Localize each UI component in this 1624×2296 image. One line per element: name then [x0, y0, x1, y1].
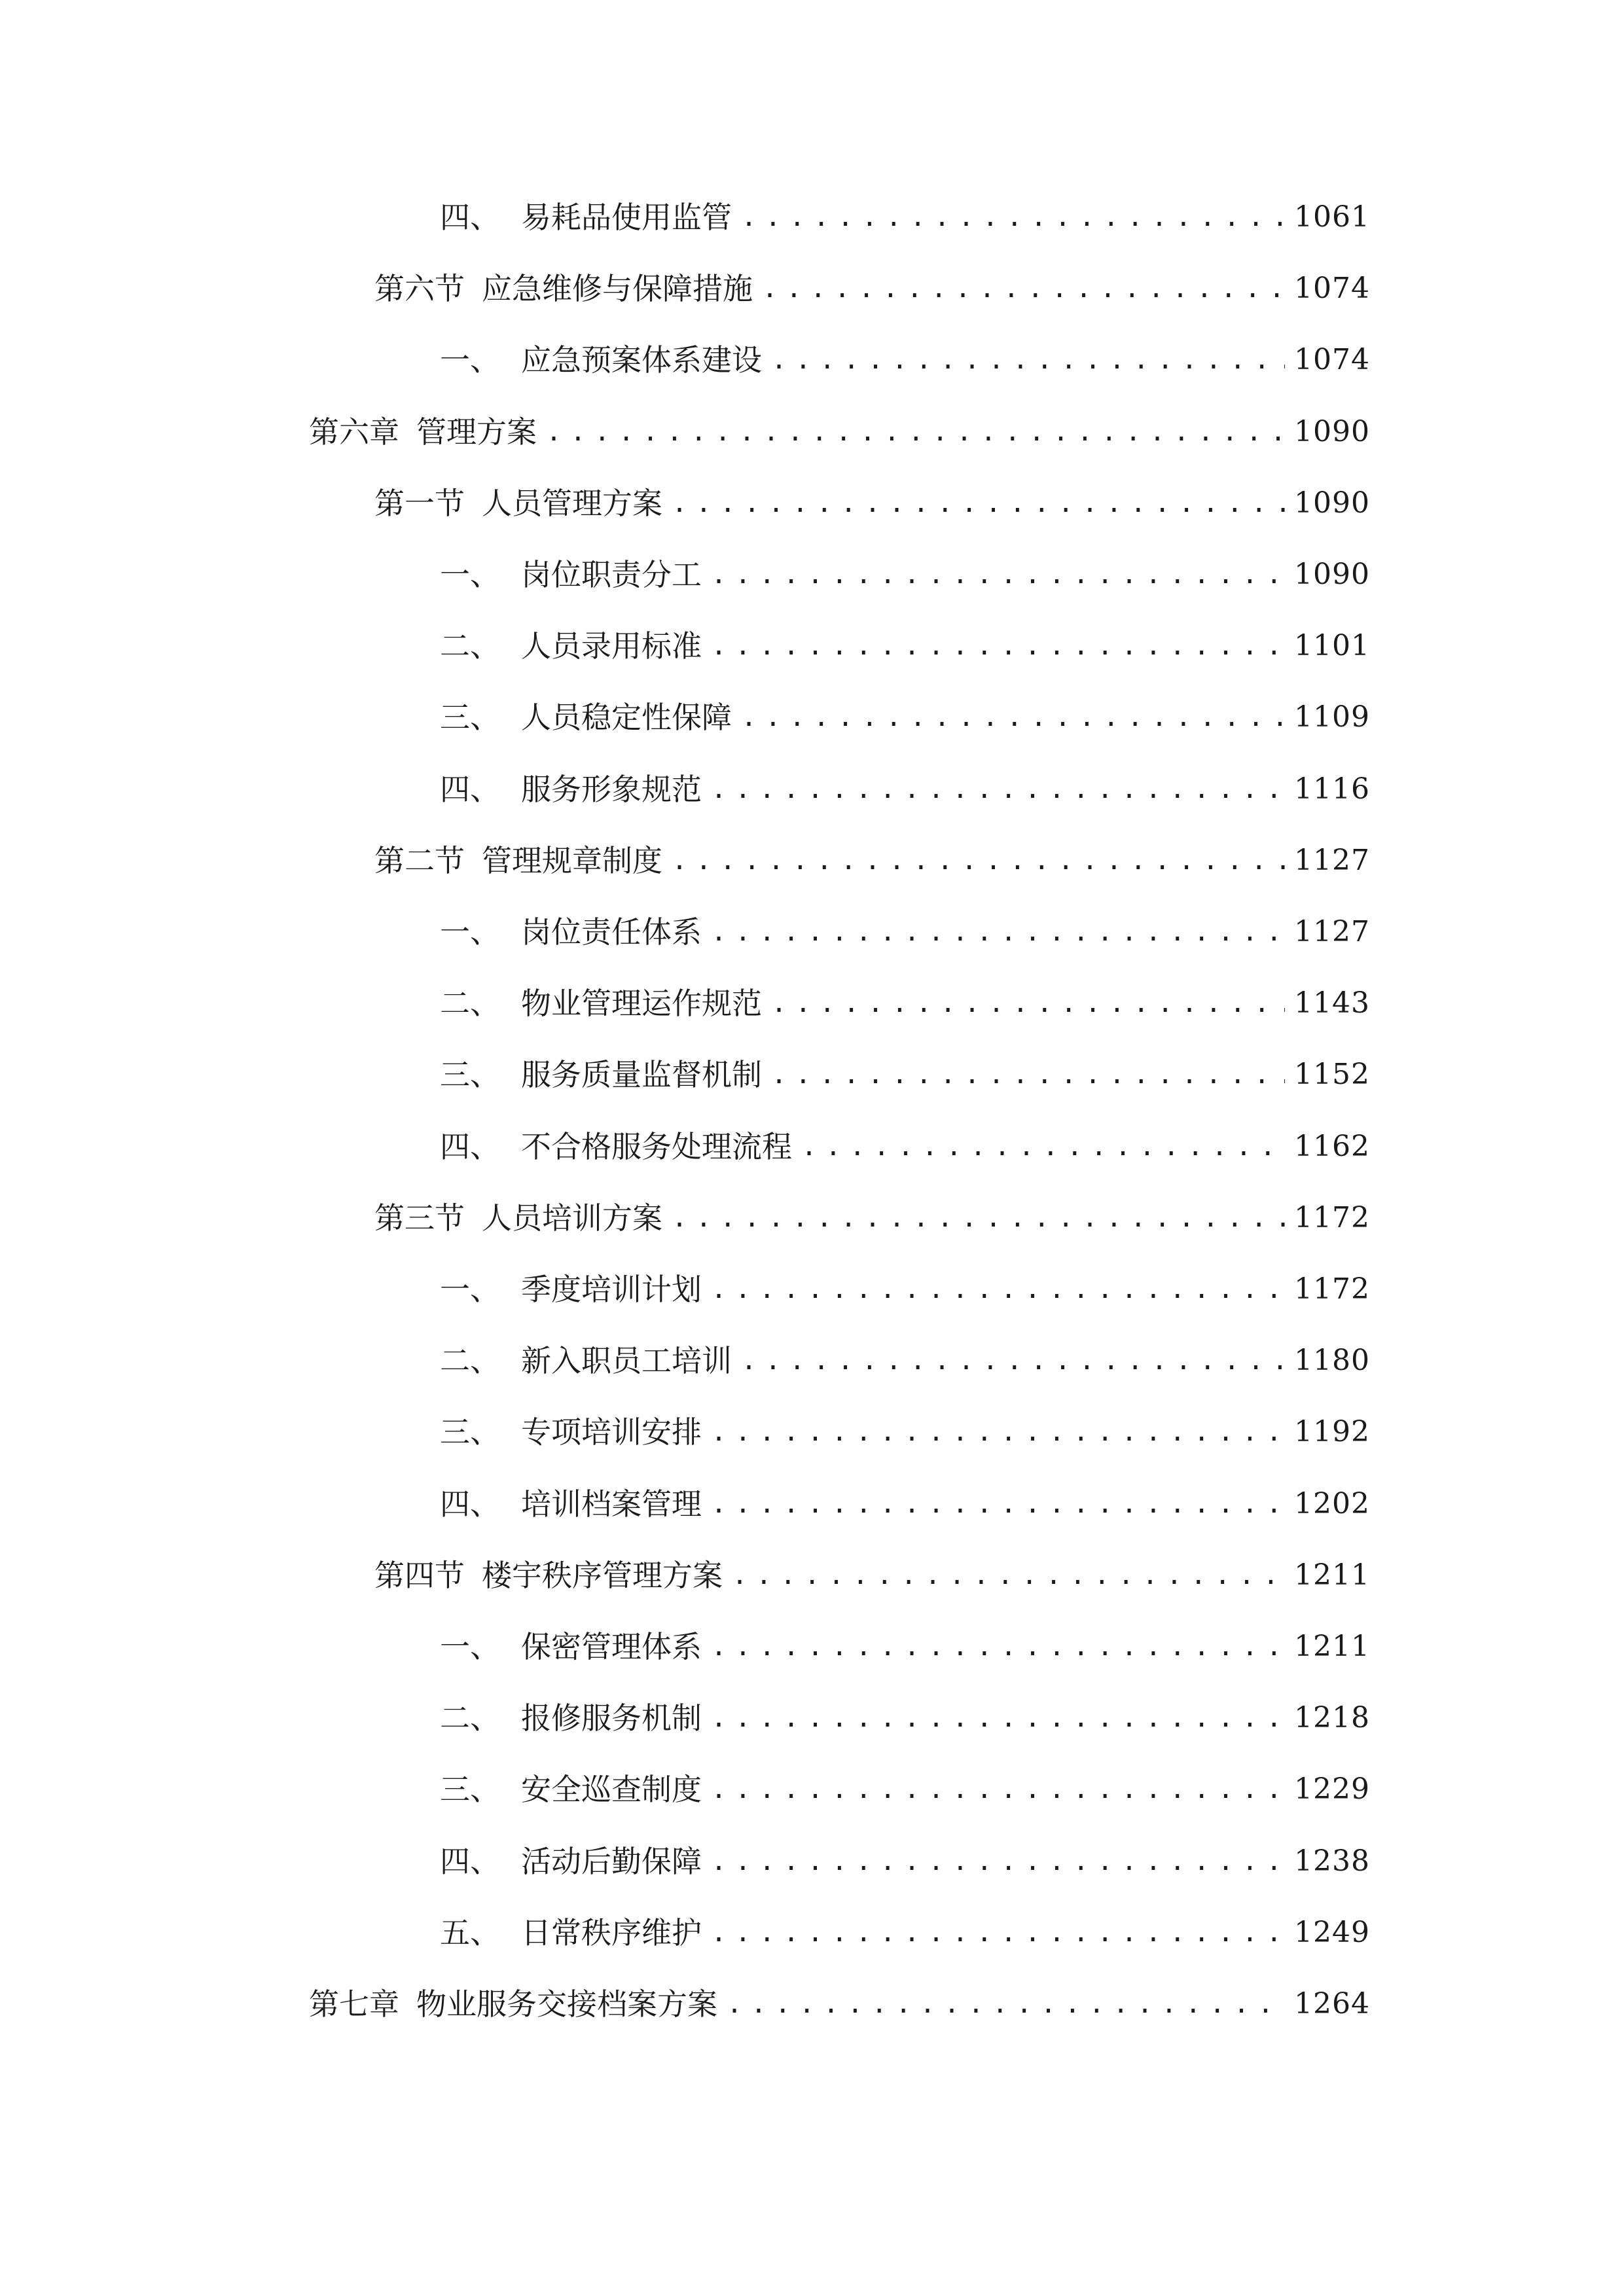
toc-entry-title: 新入职员工培训 [521, 1343, 732, 1378]
toc-entry[interactable] [440, 1406, 1370, 1458]
toc-entry[interactable] [440, 1907, 1370, 1959]
toc-entry[interactable] [309, 406, 1370, 458]
toc-entry-page-number: 1218 [1294, 1701, 1370, 1734]
toc-entry-number: 第七章 [309, 1986, 399, 2022]
toc-entry-page-number: 1090 [1294, 558, 1370, 591]
toc-entry[interactable] [440, 1263, 1370, 1316]
toc-entry-title: 岗位责任体系 [521, 914, 702, 950]
toc-entry-page-number: 1192 [1294, 1415, 1370, 1448]
toc-entry-number: 二、 [440, 628, 500, 664]
toc-dot-leader [672, 1192, 1285, 1244]
toc-dot-leader [771, 1049, 1285, 1101]
toc-entry[interactable] [440, 1121, 1370, 1173]
toc-entry-title: 人员稳定性保障 [521, 700, 732, 735]
toc-entry-page-number: 1074 [1294, 272, 1370, 305]
toc-entry-number: 三、 [440, 1772, 500, 1807]
toc-entry-title: 岗位职责分工 [521, 557, 702, 592]
toc-entry-title: 活动后勤保障 [521, 1844, 702, 1879]
toc-entry-page-number: 1127 [1294, 844, 1370, 877]
toc-entry-title: 安全巡查制度 [521, 1772, 702, 1807]
toc-entry-page-number: 1116 [1294, 772, 1370, 806]
toc-entry[interactable] [440, 977, 1370, 1030]
toc-entry-title: 物业服务交接档案方案 [416, 1986, 717, 2022]
toc-entry-title: 季度培训计划 [521, 1272, 702, 1307]
toc-entry-number: 第六节 [374, 271, 465, 306]
toc-dot-leader [711, 548, 1285, 601]
toc-dot-leader [711, 1907, 1285, 1959]
toc-entry-number: 五、 [440, 1915, 500, 1950]
toc-dot-leader [727, 1978, 1285, 2030]
toc-entry-number: 二、 [440, 1700, 500, 1736]
toc-dot-leader [801, 1121, 1285, 1173]
toc-entry-page-number: 1162 [1294, 1130, 1370, 1163]
toc-dot-leader [771, 977, 1285, 1030]
toc-dot-leader [711, 1406, 1285, 1458]
toc-entry-page-number: 1127 [1294, 915, 1370, 948]
toc-dot-leader [741, 191, 1285, 243]
toc-entry[interactable] [440, 548, 1370, 601]
toc-dot-leader [711, 620, 1285, 672]
toc-entry-page-number: 1202 [1294, 1487, 1370, 1520]
toc-entry-title: 服务形象规范 [521, 772, 702, 807]
toc-dot-leader [711, 1692, 1285, 1744]
toc-entry-number: 一、 [440, 914, 500, 950]
toc-dot-leader [672, 477, 1285, 529]
toc-entry-title: 应急维修与保障措施 [482, 271, 753, 306]
toc-entry-number: 第六章 [309, 414, 399, 450]
toc-entry-title: 物业管理运作规范 [521, 986, 762, 1021]
toc-dot-leader [711, 1621, 1285, 1673]
toc-entry-number: 四、 [440, 1486, 500, 1522]
toc-entry[interactable] [440, 763, 1370, 816]
toc-entry-title: 培训档案管理 [521, 1486, 702, 1522]
toc-entry[interactable] [440, 191, 1370, 243]
toc-entry-page-number: 1061 [1294, 200, 1370, 234]
toc-dot-leader [711, 1263, 1285, 1316]
toc-entry-page-number: 1211 [1294, 1558, 1370, 1592]
toc-entry[interactable] [440, 1692, 1370, 1744]
toc-entry-page-number: 1109 [1294, 700, 1370, 734]
toc-entry-page-number: 1264 [1294, 1987, 1370, 2020]
toc-dot-leader [741, 691, 1285, 744]
toc-entry-title: 报修服务机制 [521, 1700, 702, 1736]
toc-dot-leader [762, 262, 1285, 315]
toc-entry[interactable] [374, 477, 1370, 529]
toc-entry-page-number: 1074 [1294, 343, 1370, 376]
toc-entry-number: 第四节 [374, 1558, 465, 1593]
toc-entry-number: 四、 [440, 772, 500, 807]
toc-entry[interactable] [440, 1835, 1370, 1888]
toc-entry-page-number: 1229 [1294, 1772, 1370, 1806]
toc-entry-page-number: 1172 [1294, 1272, 1370, 1306]
toc-entry-number: 三、 [440, 700, 500, 735]
toc-entry-title: 日常秩序维护 [521, 1915, 702, 1950]
toc-entry-page-number: 1180 [1294, 1344, 1370, 1377]
toc-entry-number: 四、 [440, 200, 500, 235]
toc-entry[interactable] [440, 1049, 1370, 1101]
toc-entry[interactable] [374, 1549, 1370, 1602]
toc-dot-leader [771, 334, 1285, 386]
toc-entry-number: 一、 [440, 1272, 500, 1307]
toc-entry-title: 易耗品使用监管 [521, 200, 732, 235]
toc-entry-title: 服务质量监督机制 [521, 1057, 762, 1092]
toc-dot-leader [672, 834, 1285, 887]
toc-entry[interactable] [309, 1978, 1370, 2030]
toc-entry-number: 二、 [440, 986, 500, 1021]
toc-entry-number: 第二节 [374, 843, 465, 878]
toc-entry[interactable] [374, 1192, 1370, 1244]
toc-entry[interactable] [374, 834, 1370, 887]
toc-entry[interactable] [440, 334, 1370, 386]
toc-entry-title: 管理规章制度 [482, 843, 662, 878]
toc-entry-page-number: 1238 [1294, 1844, 1370, 1878]
toc-entry-number: 三、 [440, 1057, 500, 1092]
toc-entry-number: 二、 [440, 1343, 500, 1378]
toc-dot-leader [711, 1478, 1285, 1530]
toc-entry[interactable] [440, 1335, 1370, 1387]
toc-entry-page-number: 1172 [1294, 1201, 1370, 1234]
toc-entry-page-number: 1101 [1294, 629, 1370, 662]
toc-entry-title: 专项培训安排 [521, 1414, 702, 1450]
toc-entry-number: 四、 [440, 1129, 500, 1164]
toc-entry-page-number: 1211 [1294, 1630, 1370, 1663]
toc-entry-page-number: 1143 [1294, 986, 1370, 1020]
toc-entry-title: 楼宇秩序管理方案 [482, 1558, 723, 1593]
toc-dot-leader [732, 1549, 1285, 1602]
toc-entry[interactable] [440, 691, 1370, 744]
toc-entry[interactable] [440, 1763, 1370, 1816]
toc-dot-leader [741, 1335, 1285, 1387]
toc-entry-number: 三、 [440, 1414, 500, 1450]
toc-entry[interactable] [374, 262, 1370, 315]
toc-entry-number: 第一节 [374, 486, 465, 521]
toc-entry-title: 应急预案体系建设 [521, 342, 762, 378]
toc-entry-title: 人员管理方案 [482, 486, 662, 521]
toc-entry-page-number: 1090 [1294, 415, 1370, 448]
toc-dot-leader [711, 763, 1285, 816]
toc-entry[interactable] [440, 906, 1370, 958]
toc-entry[interactable] [440, 620, 1370, 672]
toc-entry-number: 一、 [440, 557, 500, 592]
toc-dot-leader [711, 906, 1285, 958]
toc-entry[interactable] [440, 1621, 1370, 1673]
toc-dot-leader [711, 1763, 1285, 1816]
toc-entry-title: 保密管理体系 [521, 1629, 702, 1664]
toc-entry-number: 一、 [440, 1629, 500, 1664]
toc-dot-leader [711, 1835, 1285, 1888]
toc-entry-title: 不合格服务处理流程 [521, 1129, 792, 1164]
toc-entry-number: 第三节 [374, 1200, 465, 1236]
toc-entry-page-number: 1249 [1294, 1916, 1370, 1949]
toc-entry-page-number: 1152 [1294, 1058, 1370, 1091]
toc-entry-title: 管理方案 [416, 414, 537, 450]
toc-entry-title: 人员录用标准 [521, 628, 702, 664]
toc-entry-title: 人员培训方案 [482, 1200, 662, 1236]
toc-entry-number: 四、 [440, 1844, 500, 1879]
toc-entry-page-number: 1090 [1294, 486, 1370, 520]
toc-entry-number: 一、 [440, 342, 500, 378]
toc-entry[interactable] [440, 1478, 1370, 1530]
toc-dot-leader [546, 406, 1285, 458]
